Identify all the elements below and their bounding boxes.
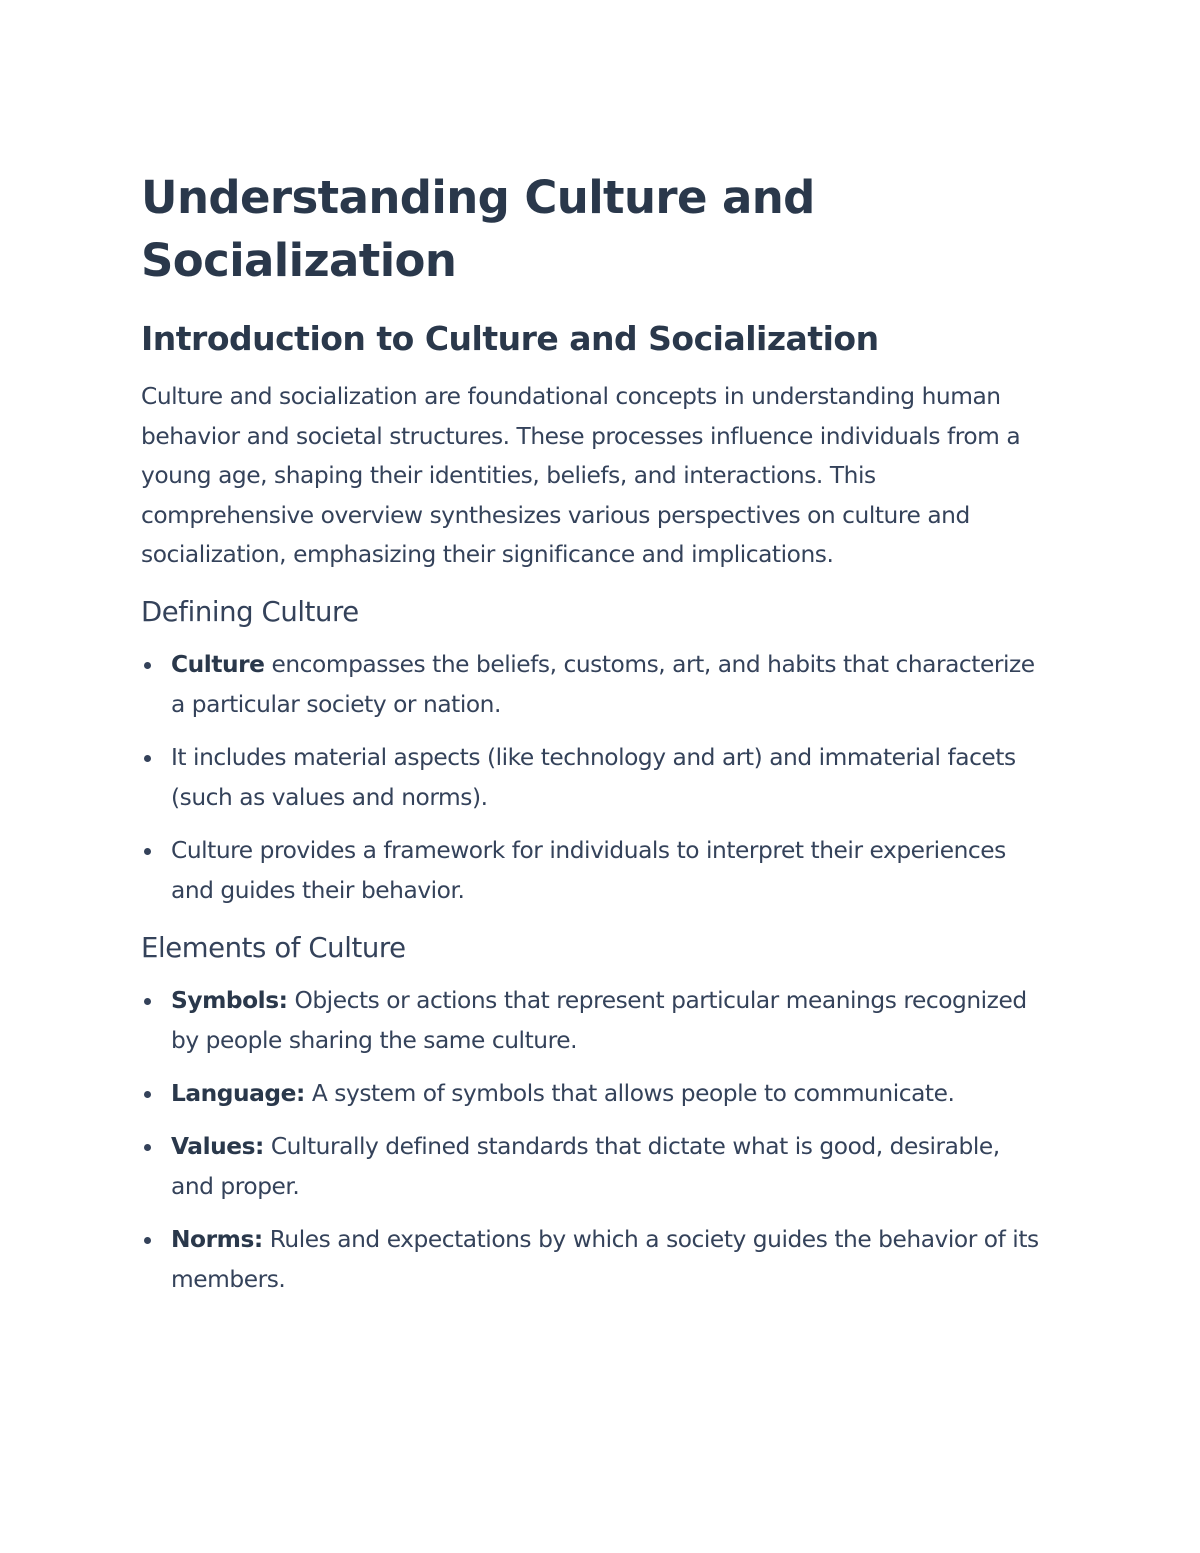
list-item bbox=[141, 981, 1046, 1061]
bullet-icon bbox=[144, 1091, 151, 1098]
list-item bbox=[141, 831, 1046, 911]
list-item-text: Culturally defined standards that dictate what is good, desirable, and proper. bbox=[171, 1132, 1000, 1200]
list-item-term: Language: bbox=[171, 1079, 305, 1107]
elements-of-culture-list bbox=[141, 981, 1046, 1300]
document-title: Understanding Culture and Socialization bbox=[141, 171, 815, 287]
list-item-term: Norms: bbox=[171, 1225, 263, 1253]
list-item-text: Culture provides a framework for individuals to interpret their experiences and guides their behavior. bbox=[171, 836, 1006, 904]
list-item-term: Symbols: bbox=[171, 986, 288, 1014]
list-item bbox=[141, 645, 1046, 725]
bullet-icon bbox=[144, 1237, 151, 1244]
list-item bbox=[141, 738, 1046, 818]
defining-culture-list bbox=[141, 645, 1046, 911]
bullet-icon bbox=[144, 662, 151, 669]
list-item-term: Values: bbox=[171, 1132, 264, 1160]
bullet-icon bbox=[144, 848, 151, 855]
bullet-icon bbox=[144, 1144, 151, 1151]
intro-paragraph: Culture and socialization are foundational concepts in understanding human behavior and societal structures. These processes influence individuals from a young age, shaping their identities, beliefs, and interactions. This comprehensive overview synthesizes various perspectives on culture and socialization, emphasizing their significance and implications. bbox=[141, 383, 1021, 569]
list-item-term: Culture bbox=[171, 650, 265, 678]
list-item-text: Rules and expectations by which a society guides the behavior of its members. bbox=[171, 1225, 1039, 1293]
bullet-icon bbox=[144, 755, 151, 762]
bullet-icon bbox=[144, 998, 151, 1005]
document-page bbox=[141, 166, 1046, 1313]
list-item bbox=[141, 1220, 1046, 1300]
defining-culture-heading: Defining Culture bbox=[141, 595, 359, 628]
list-item-text: A system of symbols that allows people to communicate. bbox=[304, 1079, 955, 1107]
list-item-text: Objects or actions that represent particular meanings recognized by people sharing the same culture. bbox=[171, 986, 1027, 1054]
intro-heading: Introduction to Culture and Socialization bbox=[141, 319, 879, 358]
list-item-text: encompasses the beliefs, customs, art, and habits that characterize a particular society or nation. bbox=[171, 650, 1035, 718]
list-item bbox=[141, 1074, 1046, 1114]
list-item bbox=[141, 1127, 1046, 1207]
list-item-text: It includes material aspects (like technology and art) and immaterial facets (such as values and norms). bbox=[171, 743, 1016, 811]
elements-of-culture-heading: Elements of Culture bbox=[141, 931, 406, 964]
